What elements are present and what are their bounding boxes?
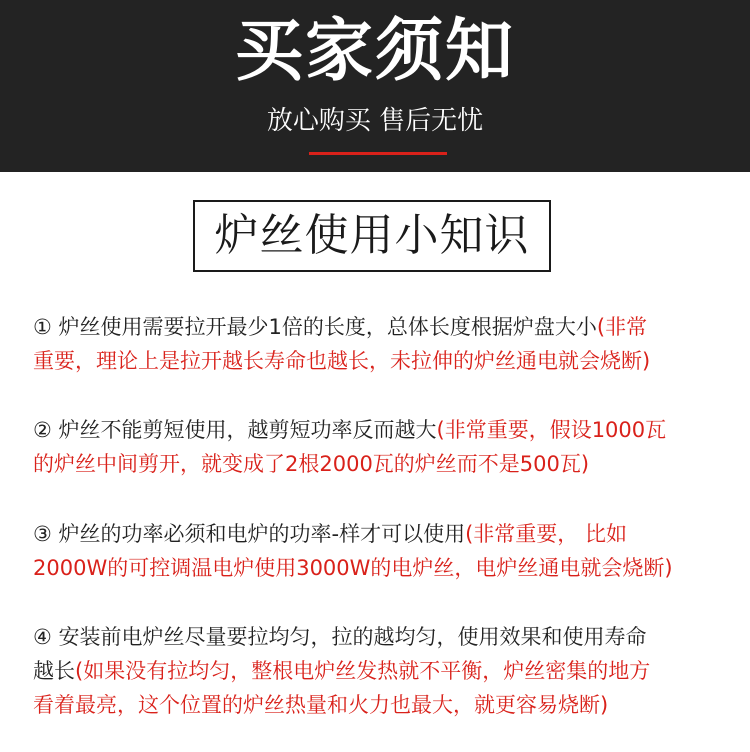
tip-line: [33, 517, 733, 551]
page-subtitle: 放心购买 售后无忧: [266, 106, 484, 136]
tip-text: 越长: [33, 659, 75, 683]
tip-note-text: (非常重要，假设1000瓦: [436, 418, 667, 442]
tip-note-text: 看着最亮，这个位置的炉丝热量和火力也最大，就更容易烧断): [33, 693, 609, 717]
page-title: 买家须知: [234, 12, 515, 91]
section-title: 炉丝使用小知识: [214, 210, 530, 261]
tip-item-3: [33, 517, 733, 585]
tip-text: ② 炉丝不能剪短使用，越剪短功率反而越大: [33, 418, 437, 442]
tip-note-text: 的炉丝中间剪开，就变成了2根2000瓦的炉丝而不是500瓦): [33, 452, 590, 476]
section-title-box: [193, 200, 551, 272]
header-banner: [0, 0, 750, 172]
tip-line: [33, 551, 733, 585]
tip-line: [33, 447, 733, 481]
tip-text: ④ 安装前电炉丝尽量要拉均匀，拉的越均匀，使用效果和使用寿命: [33, 625, 647, 649]
tip-note-text: (如果没有拉均匀，整根电炉丝发热就不平衡，炉丝密集的地方: [75, 659, 651, 683]
tip-text: ③ 炉丝的功率必须和电炉的功率-样才可以使用: [33, 522, 466, 546]
tip-item-4: [33, 620, 733, 722]
tip-note-text: (非常重要， 比如: [465, 522, 627, 546]
tip-note-text: (非常: [596, 315, 648, 339]
tip-note-text: 重要，理论上是拉开越长寿命也越长，未拉伸的炉丝通电就会烧断): [33, 349, 651, 373]
tip-text: ① 炉丝使用需要拉开最少1倍的长度，总体长度根据炉盘大小: [33, 315, 597, 339]
tip-note-text: 2000W的可控调温电炉使用3000W的电炉丝，电炉丝通电就会烧断): [33, 556, 673, 580]
tip-line: [33, 310, 733, 344]
accent-divider: [309, 152, 447, 155]
tip-item-2: [33, 413, 733, 481]
tip-line: [33, 688, 733, 722]
tip-line: [33, 654, 733, 688]
tip-line: [33, 413, 733, 447]
tip-line: [33, 344, 733, 378]
tip-item-1: [33, 310, 733, 378]
tip-line: [33, 620, 733, 654]
